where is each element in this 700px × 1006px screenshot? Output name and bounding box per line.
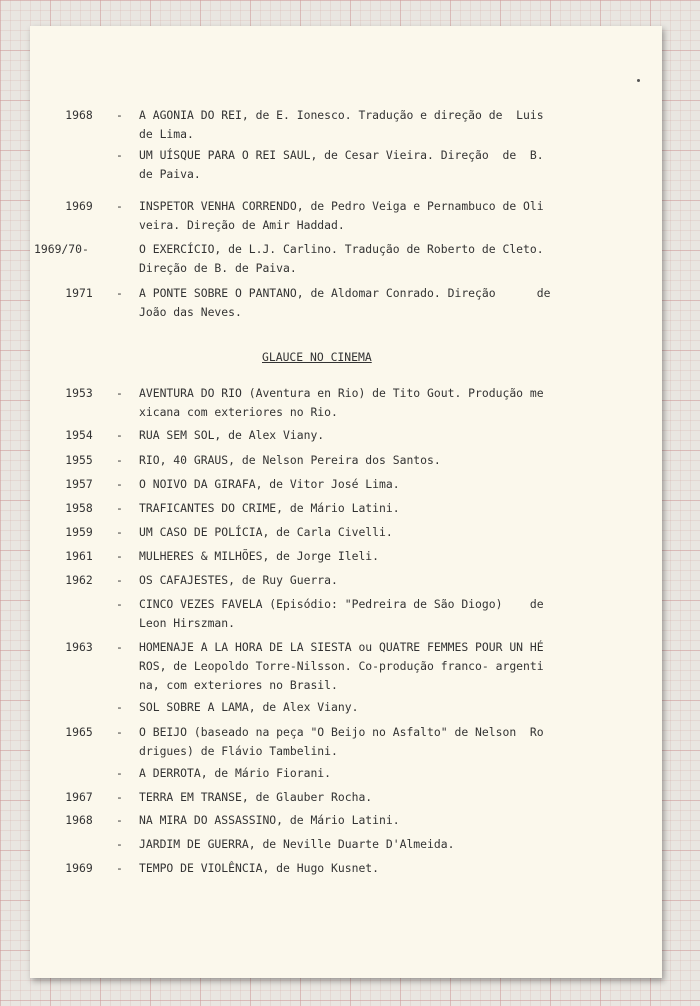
entry-dash: - [116, 766, 123, 780]
entry-line: MULHERES & MILHÕES, de Jorge Ileli. [139, 549, 380, 563]
entry-year: 1957 [65, 477, 93, 491]
entry-line: de Paiva. [139, 167, 201, 181]
entry-dash: - [116, 597, 123, 611]
entry-text [139, 384, 579, 422]
entry-line: RIO, 40 GRAUS, de Nelson Pereira dos Santos. [139, 453, 441, 467]
entry-text [139, 571, 579, 590]
entry-dash: - [116, 386, 123, 400]
entry-year: 1954 [65, 428, 93, 442]
entry-text [139, 859, 579, 878]
entry-dash: - [116, 501, 123, 515]
entry-line: A DERROTA, de Mário Fiorani. [139, 766, 332, 780]
document-page [30, 26, 662, 978]
entry-text [139, 764, 579, 783]
entry-dash: - [116, 428, 123, 442]
entry-year: 1958 [65, 501, 93, 515]
entry-text [139, 197, 579, 235]
entry-text [139, 475, 579, 494]
entry-text [139, 523, 579, 542]
entry-year: 1969/70- [34, 242, 89, 256]
entry-year: 1969 [65, 861, 93, 875]
entry-dash: - [116, 549, 123, 563]
entry-year: 1955 [65, 453, 93, 467]
entry-line: RUA SEM SOL, de Alex Viany. [139, 428, 325, 442]
entry-line: OS CAFAJESTES, de Ruy Guerra. [139, 573, 338, 587]
entry-dash: - [116, 453, 123, 467]
entry-text [139, 698, 579, 717]
entry-text [139, 788, 579, 807]
entry-text [139, 106, 579, 144]
entry-line: A PONTE SOBRE O PANTANO, de Aldomar Conrado. Direção de [139, 286, 551, 300]
entry-line: A AGONIA DO REI, de E. Ionesco. Tradução e direção de Luis [139, 108, 544, 122]
entry-line: O BEIJO (baseado na peça "O Beijo no Asfalto" de Nelson Ro [139, 725, 544, 739]
entry-text [139, 451, 579, 470]
entry-year: 1965 [65, 725, 93, 739]
entry-dash: - [116, 525, 123, 539]
entry-text [139, 638, 579, 695]
entry-line: INSPETOR VENHA CORRENDO, de Pedro Veiga e Pernambuco de Oli [139, 199, 544, 213]
entry-line: TERRA EM TRANSE, de Glauber Rocha. [139, 790, 373, 804]
paper-speck [637, 79, 640, 82]
entry-year: 1968 [65, 813, 93, 827]
entry-dash: - [116, 573, 123, 587]
entry-year: 1968 [65, 108, 93, 122]
entry-line: UM CASO DE POLÍCIA, de Carla Civelli. [139, 525, 393, 539]
entry-line: TEMPO DE VIOLÊNCIA, de Hugo Kusnet. [139, 861, 380, 875]
entry-line: na, com exteriores no Brasil. [139, 678, 338, 692]
entry-dash: - [116, 199, 123, 213]
entry-line: SOL SOBRE A LAMA, de Alex Viany. [139, 700, 359, 714]
entry-dash: - [116, 790, 123, 804]
entry-year: 1967 [65, 790, 93, 804]
entry-dash: - [116, 700, 123, 714]
entry-text [139, 284, 579, 322]
entry-text [139, 499, 579, 518]
entry-dash: - [116, 108, 123, 122]
entry-year: 1961 [65, 549, 93, 563]
entry-text [139, 811, 579, 830]
entry-dash: - [116, 148, 123, 162]
entry-line: Leon Hirszman. [139, 616, 236, 630]
section-title: GLAUCE NO CINEMA [262, 350, 372, 364]
entry-year: 1969 [65, 199, 93, 213]
entry-line: CINCO VEZES FAVELA (Episódio: "Pedreira de São Diogo) de [139, 597, 544, 611]
entry-dash: - [116, 640, 123, 654]
entry-text [139, 240, 579, 278]
entry-line: NA MIRA DO ASSASSINO, de Mário Latini. [139, 813, 400, 827]
entry-text [139, 595, 579, 633]
entry-text [139, 146, 579, 184]
entry-dash: - [116, 725, 123, 739]
entry-year: 1971 [65, 286, 93, 300]
entry-line: xicana com exteriores no Rio. [139, 405, 338, 419]
entry-dash: - [116, 813, 123, 827]
entry-dash: - [116, 861, 123, 875]
entry-dash: - [116, 286, 123, 300]
entry-text [139, 835, 579, 854]
entry-year: 1962 [65, 573, 93, 587]
entry-line: João das Neves. [139, 305, 242, 319]
entry-line: O EXERCÍCIO, de L.J. Carlino. Tradução de Roberto de Cleto. [139, 242, 544, 256]
entry-line: ROS, de Leopoldo Torre-Nilsson. Co-produção franco- argenti [139, 659, 544, 673]
entry-text [139, 547, 579, 566]
entry-line: drigues) de Flávio Tambelini. [139, 744, 338, 758]
entry-text [139, 723, 579, 761]
entry-line: O NOIVO DA GIRAFA, de Vitor José Lima. [139, 477, 400, 491]
entry-line: UM UÍSQUE PARA O REI SAUL, de Cesar Vieira. Direção de B. [139, 148, 544, 162]
entry-line: Direção de B. de Paiva. [139, 261, 297, 275]
entry-line: AVENTURA DO RIO (Aventura en Rio) de Tito Gout. Produção me [139, 386, 544, 400]
entry-dash: - [116, 837, 123, 851]
entry-year: 1959 [65, 525, 93, 539]
entry-line: HOMENAJE A LA HORA DE LA SIESTA ou QUATRE FEMMES POUR UN HÉ [139, 640, 544, 654]
entry-line: veira. Direção de Amir Haddad. [139, 218, 345, 232]
entry-text [139, 426, 579, 445]
entry-year: 1963 [65, 640, 93, 654]
entry-line: TRAFICANTES DO CRIME, de Mário Latini. [139, 501, 400, 515]
entry-dash: - [116, 477, 123, 491]
entry-line: JARDIM DE GUERRA, de Neville Duarte D'Almeida. [139, 837, 455, 851]
entry-line: de Lima. [139, 127, 194, 141]
entry-year: 1953 [65, 386, 93, 400]
